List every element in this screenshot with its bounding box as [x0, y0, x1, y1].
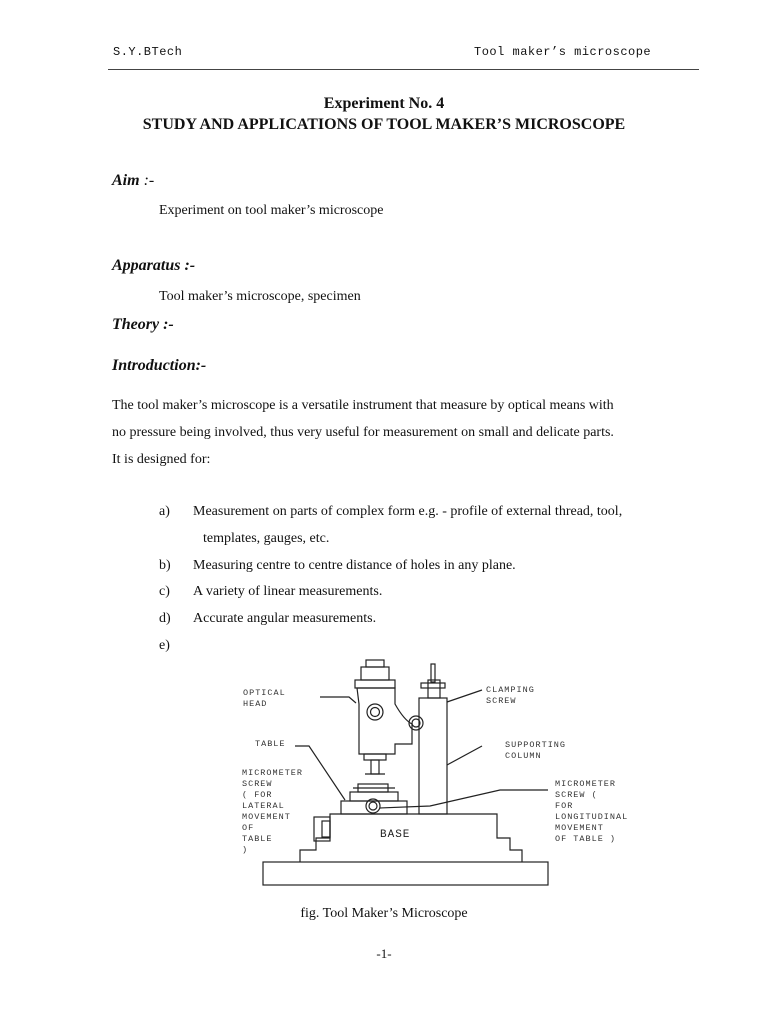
aim-heading-suffix: :- [143, 172, 155, 189]
introduction-line: The tool maker’s microscope is a versatile instrument that measure by optical means with [112, 398, 614, 413]
introduction-line: no pressure being involved, thus very useful for measurement on small and delicate parts. [112, 425, 614, 440]
svg-text:MOVEMENT: MOVEMENT [555, 823, 604, 833]
apparatus-heading: Apparatus :- [112, 257, 196, 274]
introduction-line: It is designed for: [112, 452, 211, 467]
clamping-screw-label [486, 685, 535, 706]
svg-text:MICROMETER: MICROMETER [242, 768, 304, 778]
base-plate [263, 862, 548, 885]
svg-text:LATERAL: LATERAL [242, 801, 285, 811]
svg-text:SCREW (: SCREW ( [555, 790, 598, 800]
apparatus-text: Tool maker’s microscope, specimen [159, 289, 361, 304]
svg-text:OF TABLE ): OF TABLE ) [555, 834, 617, 844]
svg-text:FOR: FOR [555, 801, 574, 811]
list-item-marker: e) [159, 638, 170, 653]
list-item-marker: c) [159, 584, 170, 599]
aim-heading-label: Aim [112, 172, 140, 189]
list-item: Measuring centre to centre distance of holes in any plane. [193, 558, 516, 573]
table-label [255, 739, 286, 749]
svg-text:SCREW: SCREW [486, 696, 517, 706]
svg-text:LONGITUDINAL: LONGITUDINAL [555, 812, 629, 822]
svg-text:HEAD: HEAD [243, 699, 268, 709]
introduction-heading: Introduction:- [112, 357, 207, 374]
header-left: S.Y.BTech [113, 45, 183, 59]
svg-text:SUPPORTING: SUPPORTING [505, 740, 567, 750]
list-item-marker: b) [159, 558, 171, 573]
supporting-column-label [505, 740, 566, 761]
svg-text:( FOR: ( FOR [242, 790, 273, 800]
list-item-marker: a) [159, 504, 170, 519]
theory-heading: Theory :- [112, 316, 174, 333]
list-item: Measurement on parts of complex form e.g. - profile of external thread, tool, [193, 504, 623, 519]
svg-text:CLAMPING: CLAMPING [486, 685, 535, 695]
svg-text:): ) [242, 845, 249, 855]
svg-text:COLUMN: COLUMN [505, 751, 542, 761]
svg-text:TABLE: TABLE [242, 834, 273, 844]
optical-head-label [243, 688, 286, 709]
page-number: -1- [376, 946, 392, 961]
list-item-marker: d) [159, 611, 171, 626]
svg-text:MICROMETER: MICROMETER [555, 779, 617, 789]
figure-caption: fig. Tool Maker’s Microscope [300, 906, 468, 921]
list-item: A variety of linear measurements. [193, 584, 383, 599]
svg-text:OF: OF [242, 823, 255, 833]
experiment-number: Experiment No. 4 [323, 95, 445, 112]
svg-text:TABLE: TABLE [255, 739, 286, 749]
supporting-column [419, 698, 447, 814]
svg-text:MOVEMENT: MOVEMENT [242, 812, 291, 822]
base-body [300, 814, 522, 862]
list-item: Accurate angular measurements. [193, 611, 377, 626]
optical-head [357, 688, 412, 754]
svg-text:OPTICAL: OPTICAL [243, 688, 286, 698]
micrometer-longitudinal-label [555, 779, 628, 844]
svg-text:SCREW: SCREW [242, 779, 273, 789]
aim-text: Experiment on tool maker’s microscope [159, 203, 384, 218]
page-title: STUDY AND APPLICATIONS OF TOOL MAKER’S MICROSCOPE [142, 116, 626, 133]
header-right: Tool maker’s microscope [474, 45, 652, 59]
micrometer-lateral-label [242, 768, 303, 855]
base-label: BASE [380, 829, 411, 841]
list-item-continuation: templates, gauges, etc. [203, 531, 330, 546]
